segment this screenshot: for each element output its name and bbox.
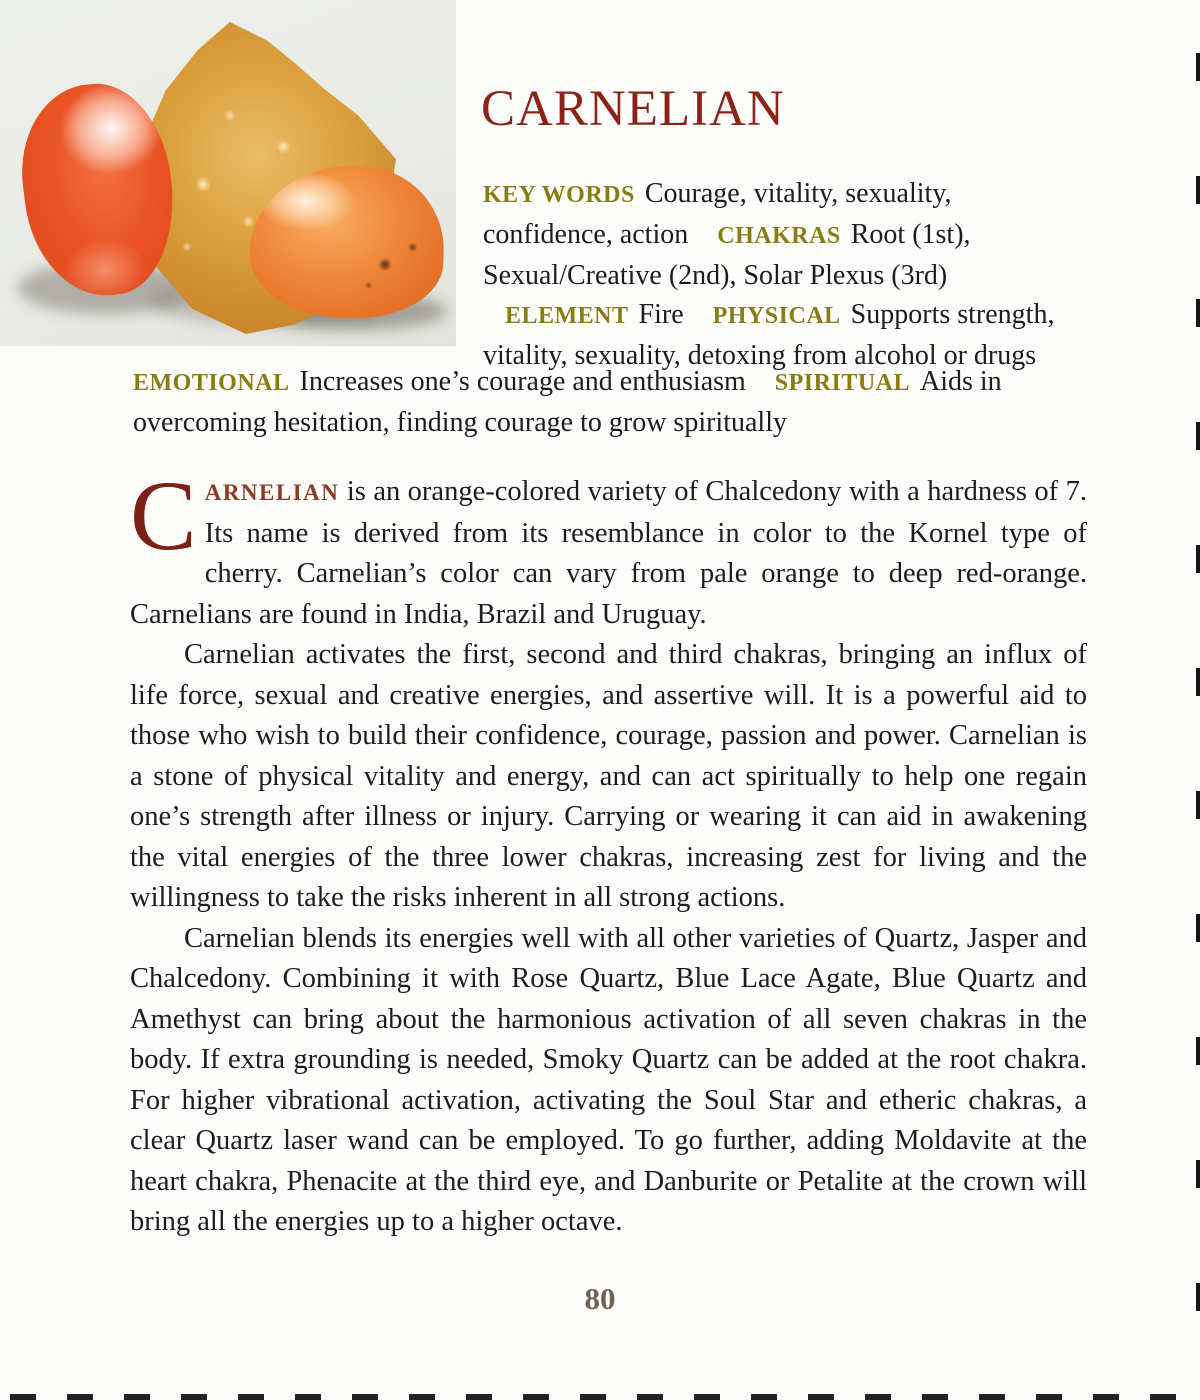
spiritual-value: Aids in overcoming hesitation, finding courage to grow spiritually xyxy=(133,366,1002,438)
page-title: CARNELIAN xyxy=(481,81,785,137)
element-label: ELEMENT xyxy=(505,303,629,329)
body-text xyxy=(130,460,1087,1243)
chakras-label: CHAKRAS xyxy=(717,223,841,249)
properties-right-column xyxy=(483,174,1087,375)
physical-value: Supports strength, vitality, sexuality, detoxing from alcohol or drugs xyxy=(483,299,1055,371)
emotional-value: Increases one’s courage and enthusiasm xyxy=(299,366,746,397)
paragraph-1-text: is an orange-colored variety of Chalcedony with a hardness of 7. Its name is derived from its resemblance in color to the Kornel type of cherry. Carnelian’s color can vary from pale orange to deep red-orange. Carnelians are found in India, Brazil and Uruguay. xyxy=(130,476,1087,630)
page-number: 80 xyxy=(584,1281,616,1316)
right-edge-tick-marks xyxy=(1196,53,1200,1400)
element-value: Fire xyxy=(638,299,684,330)
spiritual-label: SPIRITUAL xyxy=(774,370,910,396)
key-words-label: KEY WORDS xyxy=(483,182,635,208)
properties-full-width xyxy=(133,362,1095,442)
lead-small-caps: ARNELIAN xyxy=(204,480,340,505)
emotional-label: EMOTIONAL xyxy=(133,370,290,396)
paragraph-1 xyxy=(130,460,1087,635)
paragraph-2: Carnelian activates the first, second and third chakras, bringing an influx of life force, sexual and creative energies, and assertive will. It is a powerful aid to those who wish to build their confidence, courage, passion and power. Carnelian is a stone of physical vitality and energy, and can act spiritually to help one regain one’s strength after illness or injury. Carrying or wearing it can aid in awakening the vital energies of the three lower chakras, increasing zest for living and the willingness to take the risks inherent in all strong actions. xyxy=(130,639,1087,913)
chakras-value: Root (1st), Sexual/Creative (2nd), Solar Plexus (3rd) xyxy=(483,219,971,291)
key-words-value: Courage, vitality, sexuality, confidence, action xyxy=(483,178,952,250)
drop-cap: C xyxy=(130,460,197,571)
paragraph-3: Carnelian blends its energies well with all other varieties of Quartz, Jasper and Chalcedony. Combining it with Rose Quartz, Blue Lace Agate, Blue Quartz and Amethyst can bring about the harmonious activation of all seven chakras in the body. If extra grounding is needed, Smoky Quartz can be added at the root chakra. For higher vibrational activation, activating the Soul Star and etheric chakras, a clear Quartz laser wand can be employed. To go further, adding Moldavite at the heart chakra, Phenacite at the third eye, and Danburite or Petalite at the crown will bring all the energies up to a higher octave. xyxy=(130,922,1087,1237)
carnelian-stones-photo xyxy=(0,0,456,346)
bottom-edge-tick-marks xyxy=(10,1394,1200,1400)
physical-label: PHYSICAL xyxy=(712,303,841,329)
